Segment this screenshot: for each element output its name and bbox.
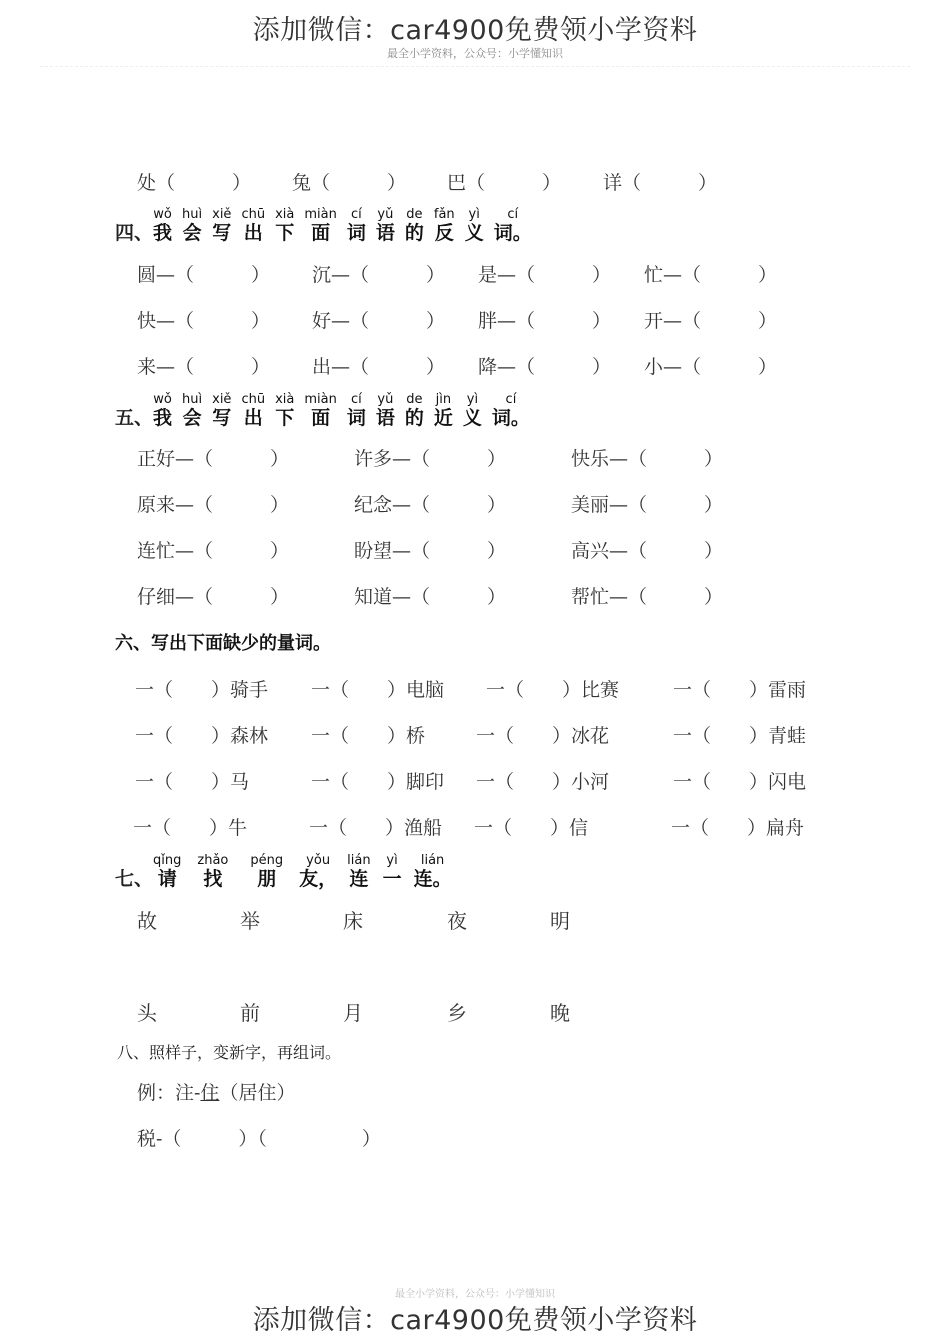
measure-word-item: 一（ ）扁舟 [671,817,805,839]
antonym-item: 来—（ ） [137,356,271,378]
antonym-item: 降—（ ） [478,356,612,378]
measure-word-item: 一（ ）青蛙 [673,725,807,747]
sec4-number: 四、 [115,222,154,244]
sec8-title: 八、照样子，变新字，再组词。 [117,1043,342,1062]
synonym-item: 仔细—（ ） [137,586,290,608]
synonym-item: 帮忙—（ ） [571,586,724,608]
synonym-item: 纪念—（ ） [354,494,507,516]
match-top-char[interactable]: 床 [343,909,363,933]
measure-word-item: 一（ ）比赛 [486,679,620,701]
measure-word-item: 一（ ）马 [135,771,250,793]
measure-word-item: 一（ ）雷雨 [673,679,807,701]
sec4-heading: 四、 wǒ 我 huì 会 xiě 写 chū 出 xià 下 miàn 面 cí 词 yǔ 语 de 的 fǎn 反 yì 义 cí 词。 [115,207,532,244]
match-top-char[interactable]: 举 [240,909,260,933]
measure-word-item: 一（ ）信 [474,817,589,839]
measure-word-item: 一（ ）桥 [311,725,426,747]
top-watermark-banner: 添加微信：car4900免费领小学资料 [252,15,698,46]
antonym-item: 胖—（ ） [478,310,612,332]
measure-word-item: 一（ ）电脑 [311,679,445,701]
sec8-example [137,1078,295,1105]
sec8-task: 税-（ ）（ ） [137,1128,381,1150]
header-divider [40,66,910,67]
sec7-number: 七、 [115,868,154,890]
top-subtitle: 最全小学资料，公众号：小学懂知识 [387,47,563,60]
synonym-item: 高兴—（ ） [571,540,724,562]
match-bottom-char[interactable]: 月 [343,1001,363,1025]
measure-word-item: 一（ ）闪电 [673,771,807,793]
synonym-item: 正好—（ ） [137,448,290,470]
synonym-item: 美丽—（ ） [571,494,724,516]
match-bottom-char[interactable]: 乡 [447,1001,467,1025]
synonym-item: 许多—（ ） [354,448,507,470]
match-top-char[interactable]: 故 [137,909,157,933]
measure-word-item: 一（ ）牛 [133,817,248,839]
antonym-item: 小—（ ） [644,356,778,378]
synonym-item: 盼望—（ ） [354,540,507,562]
antonym-item: 出—（ ） [312,356,446,378]
sec5-number: 五、 [115,407,154,429]
sec3-item: 巴（ ） [447,172,562,194]
match-top-char[interactable]: 夜 [447,909,467,933]
match-top-char[interactable]: 明 [550,909,570,933]
antonym-item: 好—（ ） [312,310,446,332]
measure-word-item: 一（ ）森林 [135,725,269,747]
example-prefix: 例：注- [137,1082,201,1104]
sec6-title: 六、写出下面缺少的量词。 [115,633,331,654]
antonym-item: 圆—（ ） [137,264,271,286]
match-bottom-char[interactable]: 头 [137,1001,157,1025]
antonym-item: 沉—（ ） [312,264,446,286]
measure-word-item: 一（ ）冰花 [476,725,610,747]
sec3-item: 兔（ ） [292,172,407,194]
sec7-heading: 七、 qǐng 请 zhǎo 找 péng 朋 yǒu 友， lián 连 yì 一 lián 连。 [115,853,452,890]
antonym-item: 开—（ ） [644,310,778,332]
sec3-item: 处（ ） [137,172,252,194]
footer-subtitle: 最全小学资料，公众号：小学懂知识 [395,1289,555,1300]
measure-word-item: 一（ ）骑手 [135,679,269,701]
measure-word-item: 一（ ）小河 [476,771,610,793]
measure-word-item: 一（ ）脚印 [311,771,445,793]
antonym-item: 忙—（ ） [644,264,778,286]
example-word: （居住） [219,1082,296,1104]
match-bottom-char[interactable]: 晚 [550,1001,570,1025]
antonym-item: 是—（ ） [478,264,612,286]
example-char: 住 [200,1082,220,1104]
synonym-item: 知道—（ ） [354,586,507,608]
measure-word-item: 一（ ）渔船 [309,817,443,839]
bottom-watermark-banner: 添加微信：car4900免费领小学资料 [252,1305,698,1336]
antonym-item: 快—（ ） [137,310,271,332]
synonym-item: 原来—（ ） [137,494,290,516]
synonym-item: 快乐—（ ） [571,448,724,470]
sec3-item: 详（ ） [603,172,718,194]
match-bottom-char[interactable]: 前 [240,1001,260,1025]
synonym-item: 连忙—（ ） [137,540,290,562]
sec5-heading: 五、 wǒ 我 huì 会 xiě 写 chū 出 xià 下 miàn 面 cí 词 yǔ 语 de 的 jìn 近 yì 义 cí 词。 [115,392,530,429]
